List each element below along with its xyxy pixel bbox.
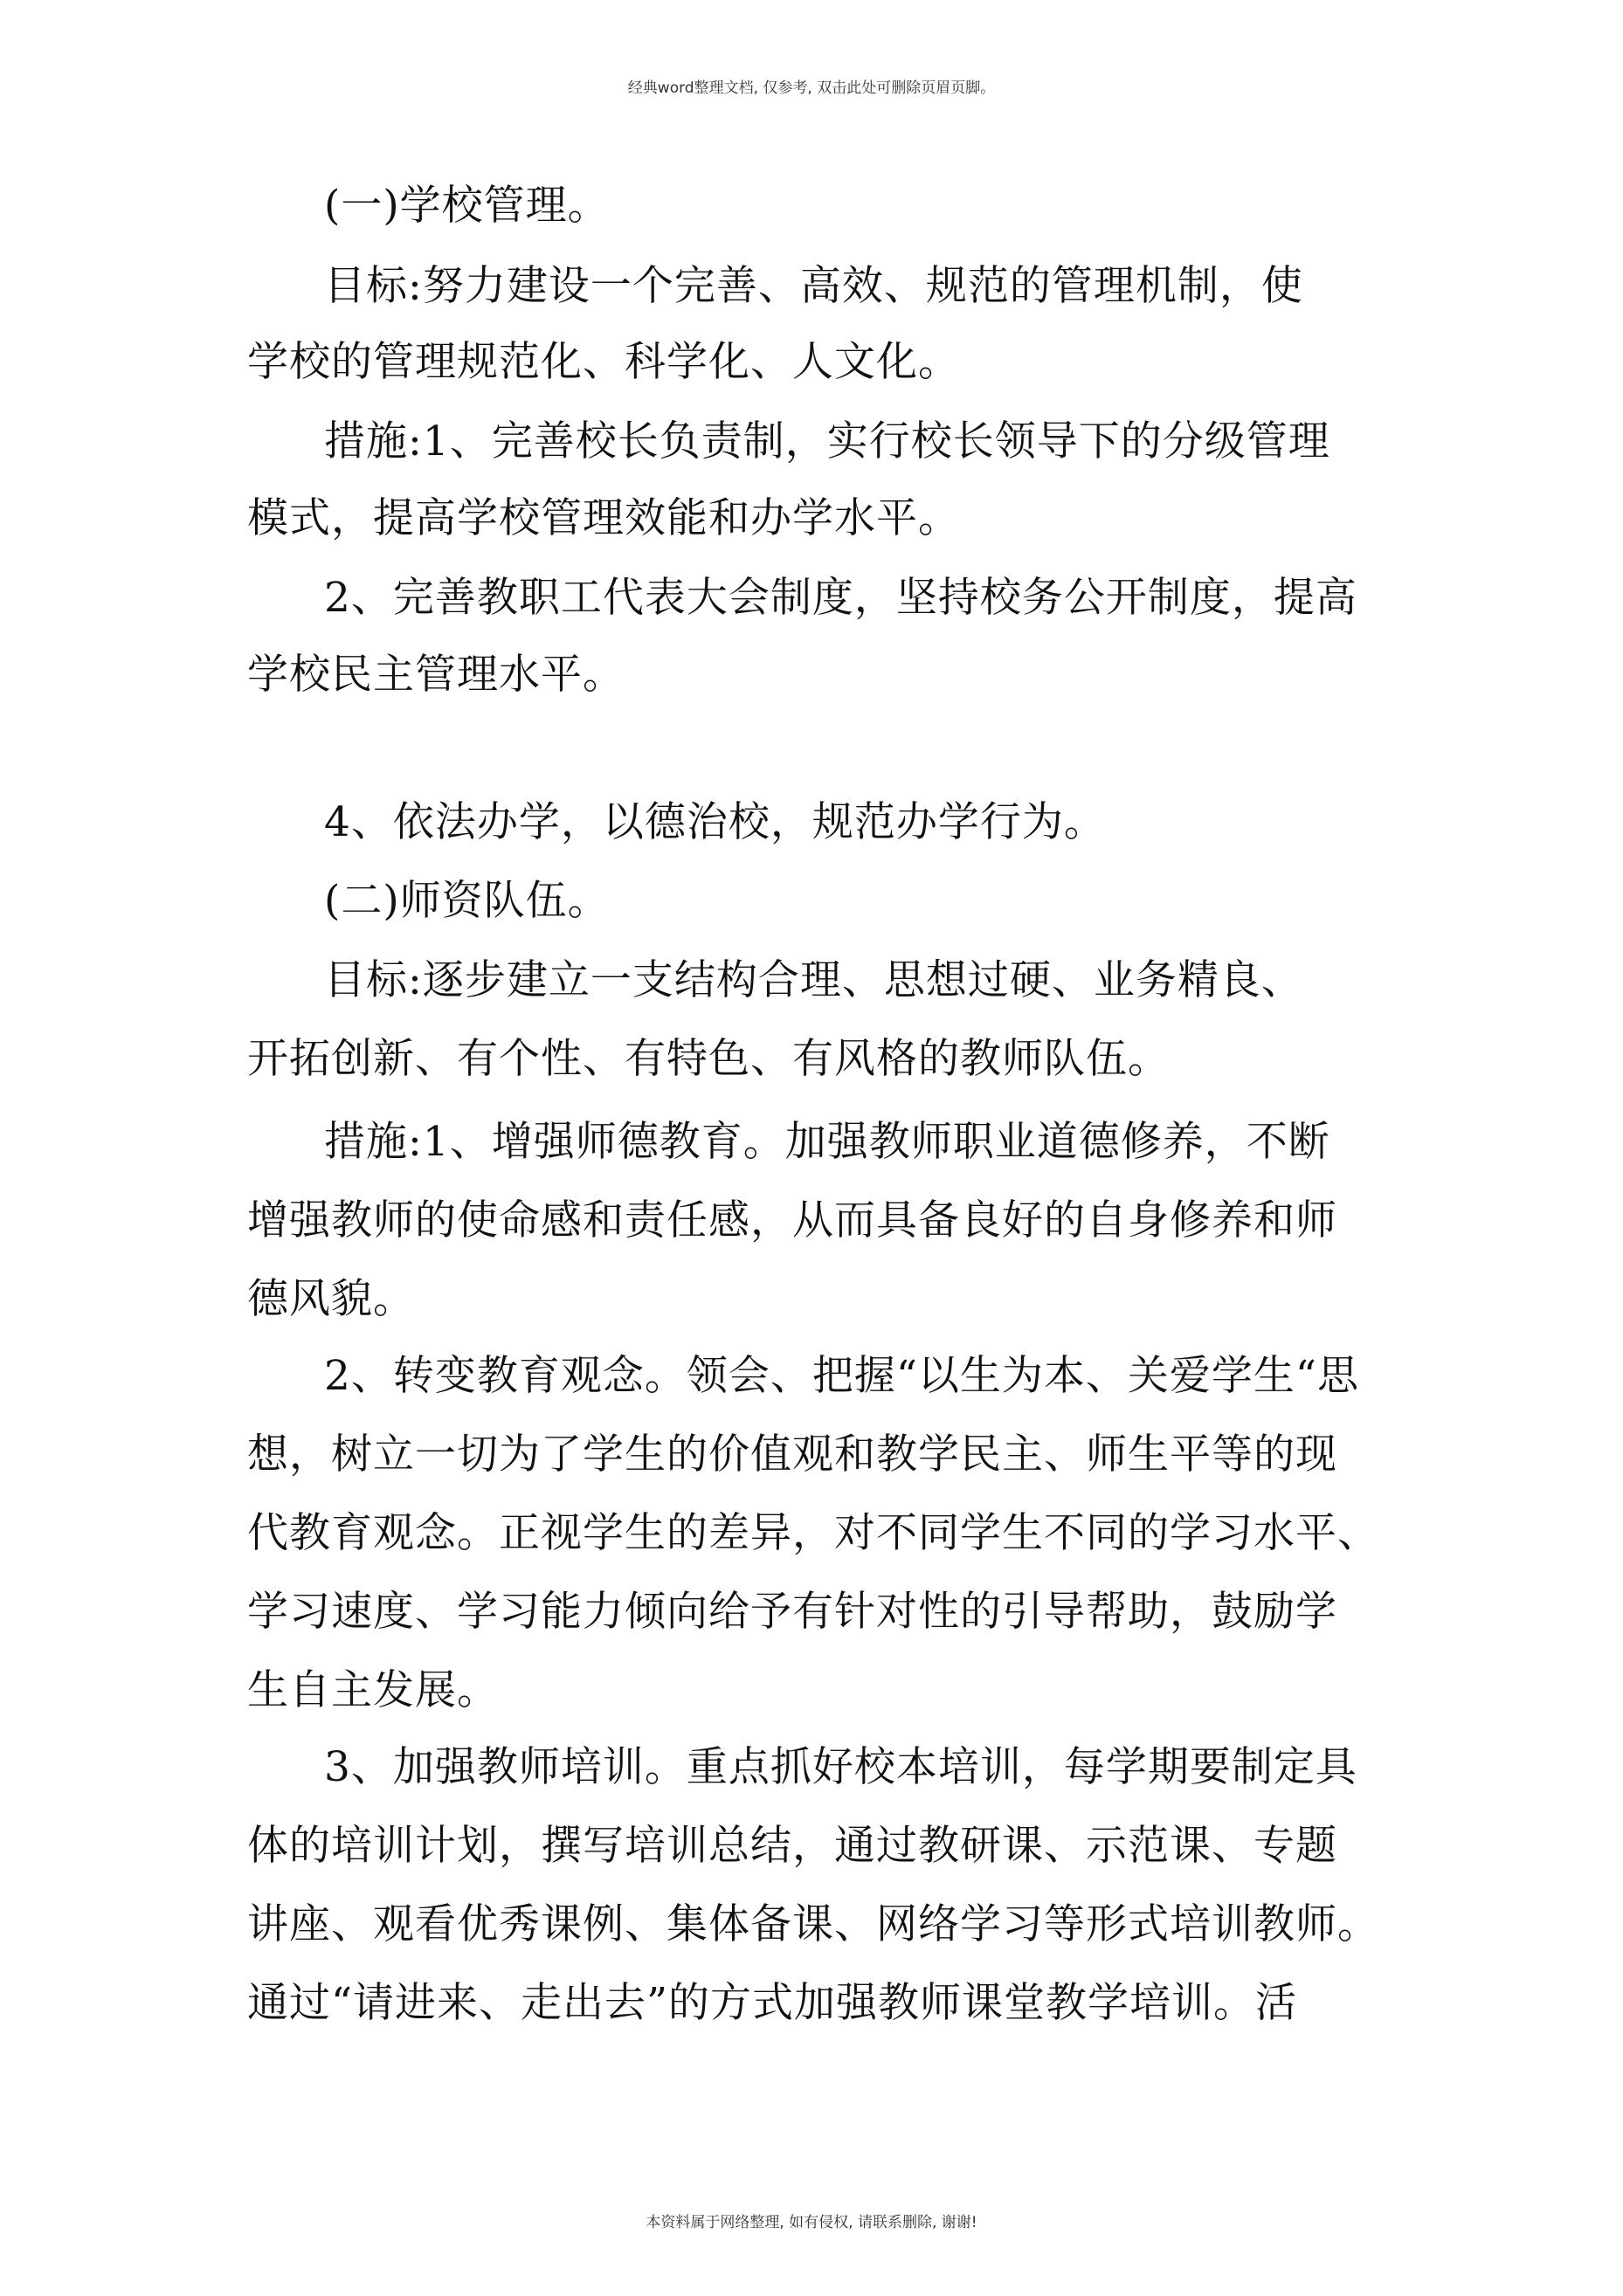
page-header: 经典word整理文档, 仅参考, 双击此处可删除页眉页脚。 bbox=[627, 79, 996, 97]
paragraph-line: 学校的管理规范化、科学化、人文化。 bbox=[247, 338, 960, 386]
paragraph-line: 想，树立一切为了学生的价值观和教学民主、师生平等的现 bbox=[247, 1431, 1337, 1479]
paragraph-line: 生自主发展。 bbox=[247, 1666, 499, 1714]
page-footer: 本资料属于网络整理, 如有侵权, 请联系删除, 谢谢! bbox=[646, 2214, 977, 2231]
paragraph-line: 代教育观念。正视学生的差异，对不同学生不同的学习水平、 bbox=[247, 1509, 1379, 1557]
paragraph-line: 3、加强教师培训。重点抓好校本培训，每学期要制定具 bbox=[324, 1743, 1357, 1791]
paragraph-line: 措施:1、完善校长负责制，实行校长领导下的分级管理 bbox=[324, 417, 1330, 465]
paragraph-line: 2、转变教育观念。领会、把握“以生为本、关爱学生“思 bbox=[324, 1352, 1359, 1400]
paragraph-line: 通过“请进来、走出去”的方式加强教师课堂教学培训。活 bbox=[247, 1979, 1298, 2027]
paragraph-line: 模式，提高学校管理效能和办学水平。 bbox=[247, 494, 960, 542]
section-heading-teaching-staff: (二)师资队伍。 bbox=[324, 877, 610, 925]
paragraph-line: 目标:逐步建立一支结构合理、思想过硬、业务精良、 bbox=[324, 956, 1303, 1004]
paragraph-line: 讲座、观看优秀课例、集体备课、网络学习等形式培训教师。 bbox=[247, 1900, 1379, 1948]
paragraph-line: 学校民主管理水平。 bbox=[247, 651, 625, 699]
paragraph-line: 学习速度、学习能力倾向给予有针对性的引导帮助，鼓励学 bbox=[247, 1588, 1337, 1636]
paragraph-line: 开拓创新、有个性、有特色、有风格的教师队伍。 bbox=[247, 1035, 1170, 1083]
paragraph-line: 目标:努力建设一个完善、高效、规范的管理机制，使 bbox=[324, 262, 1303, 310]
paragraph-line: 体的培训计划，撰写培训总结，通过教研课、示范课、专题 bbox=[247, 1822, 1337, 1870]
paragraph-line: 措施:1、增强师德教育。加强教师职业道德修养，不断 bbox=[324, 1118, 1330, 1166]
paragraph-line: 增强教师的使命感和责任感，从而具备良好的自身修养和师 bbox=[247, 1196, 1337, 1245]
paragraph-line: 2、完善教职工代表大会制度，坚持校务公开制度，提高 bbox=[324, 574, 1357, 622]
paragraph-line: 德风貌。 bbox=[247, 1275, 415, 1323]
paragraph-line: 4、依法办学，以德治校，规范办学行为。 bbox=[324, 798, 1106, 846]
section-heading-school-management: (一)学校管理。 bbox=[324, 182, 610, 230]
